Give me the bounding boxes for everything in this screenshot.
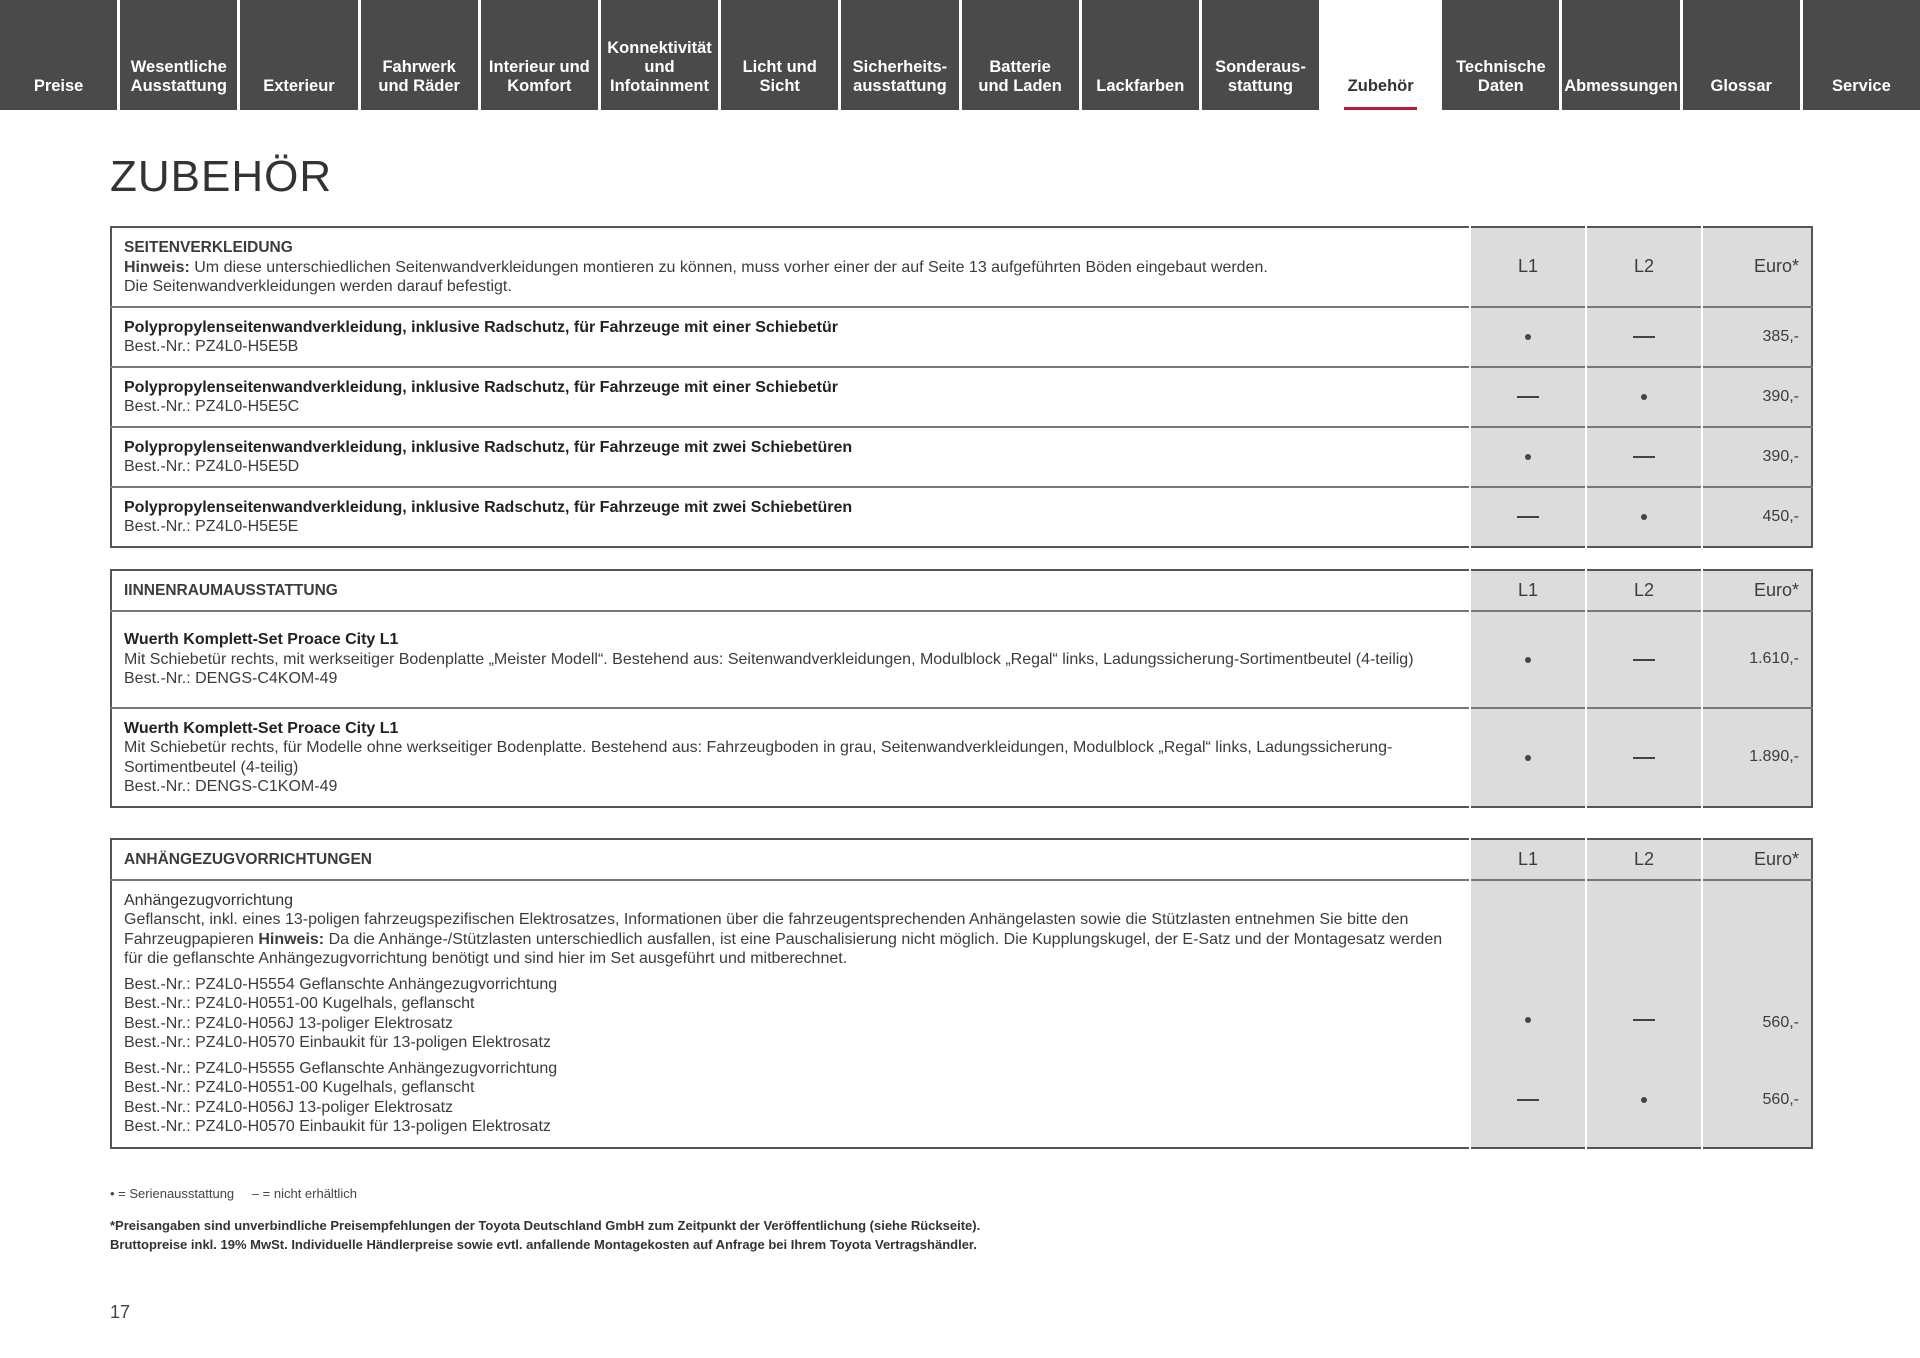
column-header-l1: L1 bbox=[1470, 839, 1586, 880]
tab-zubehoer[interactable]: Zubehör bbox=[1322, 0, 1439, 110]
order-number: Best.-Nr.: PZ4L0-H0551-00 Kugelhals, geflanscht bbox=[124, 1079, 475, 1096]
standard-dot-icon bbox=[1525, 657, 1531, 663]
table-innenraumausstattung bbox=[110, 569, 1813, 808]
availability-l1 bbox=[1470, 611, 1586, 708]
table-row bbox=[111, 367, 1812, 427]
section-tab-bar bbox=[0, 0, 1920, 110]
order-number: Best.-Nr.: PZ4L0-H0570 Einbaukit für 13-poligen Elektrosatz bbox=[124, 1118, 551, 1135]
column-header-l1: L1 bbox=[1470, 570, 1586, 611]
order-number: Best.-Nr.: PZ4L0-H5E5B bbox=[124, 338, 299, 355]
tab-exterieur[interactable]: Exterieur bbox=[240, 0, 357, 110]
unavailable-dash-icon bbox=[1517, 1099, 1539, 1101]
availability-l2 bbox=[1586, 307, 1702, 367]
availability-l2 bbox=[1586, 611, 1702, 708]
table-row bbox=[111, 611, 1812, 708]
table-header-row bbox=[111, 227, 1812, 307]
tab-service[interactable]: Service bbox=[1803, 0, 1920, 110]
order-number: Best.-Nr.: PZ4L0-H5E5D bbox=[124, 458, 300, 475]
section-title: SEITENVERKLEIDUNG bbox=[124, 239, 293, 256]
standard-dot-icon bbox=[1525, 1017, 1531, 1023]
order-number: Best.-Nr.: PZ4L0-H5E5C bbox=[124, 398, 300, 415]
availability-l2 bbox=[1586, 487, 1702, 547]
table-row bbox=[111, 1053, 1812, 1148]
availability-l2 bbox=[1586, 367, 1702, 427]
price: 385,- bbox=[1702, 307, 1812, 367]
product-name: Polypropylenseitenwandverkleidung, inklusive Radschutz, für Fahrzeuge mit einer Schiebetür bbox=[124, 378, 838, 396]
price: 1.610,- bbox=[1702, 611, 1812, 708]
standard-dot-icon bbox=[1641, 514, 1647, 520]
table-seitenverkleidung bbox=[110, 226, 1813, 548]
section-hint: Hinweis: Um diese unterschiedlichen Seitenwandverkleidungen montieren zu können, muss vorher einer der auf Seite 13 aufgeführten Böden eingebaut werden. bbox=[124, 258, 1268, 276]
legend-unavailable: – = nicht erhältlich bbox=[251, 1186, 357, 1201]
standard-dot-icon bbox=[1525, 454, 1531, 460]
section-title: IINNENRAUMAUSSTATTUNG bbox=[124, 582, 338, 599]
availability-l2 bbox=[1586, 880, 1702, 1053]
table-anhaengezugvorrichtungen bbox=[110, 838, 1813, 1149]
unavailable-dash-icon bbox=[1633, 336, 1655, 338]
tab-sicherheitsausstattung[interactable]: Sicherheits- ausstattung bbox=[841, 0, 958, 110]
product-name: Wuerth Komplett-Set Proace City L1 bbox=[124, 719, 399, 737]
standard-dot-icon bbox=[1641, 394, 1647, 400]
unavailable-dash-icon bbox=[1633, 659, 1655, 661]
column-header-l1: L1 bbox=[1470, 227, 1586, 307]
availability-l2 bbox=[1586, 1053, 1702, 1148]
column-header-euro: Euro* bbox=[1702, 839, 1812, 880]
table-row bbox=[111, 307, 1812, 367]
price: 390,- bbox=[1702, 427, 1812, 487]
section-title: ANHÄNGEZUGVORRICHTUNGEN bbox=[124, 851, 372, 868]
product-description: Mit Schiebetür rechts, für Modelle ohne werkseitiger Bodenplatte. Bestehend aus: Fahrzeugboden in grau, Seitenwandverkleidungen, Modulblock „Regal“ links, Ladungssicherung-Sortimentbeutel (4-teilig) bbox=[124, 739, 1393, 776]
table-row bbox=[111, 427, 1812, 487]
product-name: Anhängezugvorrichtung bbox=[124, 891, 294, 909]
tab-technische-daten[interactable]: Technische Daten bbox=[1442, 0, 1559, 110]
page-title: ZUBEHÖR bbox=[110, 152, 333, 201]
price: 450,- bbox=[1702, 487, 1812, 547]
unavailable-dash-icon bbox=[1517, 396, 1539, 398]
standard-dot-icon bbox=[1525, 334, 1531, 340]
order-number: Best.-Nr.: PZ4L0-H5555 Geflanschte Anhängezugvorrichtung bbox=[124, 1059, 558, 1077]
price: 390,- bbox=[1702, 367, 1812, 427]
tab-batterie[interactable]: Batterie und Laden bbox=[962, 0, 1079, 110]
tab-fahrwerk[interactable]: Fahrwerk und Räder bbox=[361, 0, 478, 110]
order-number: Best.-Nr.: PZ4L0-H056J 13-poliger Elektrosatz bbox=[124, 1014, 454, 1032]
price: 1.890,- bbox=[1702, 708, 1812, 807]
section-hint-line2: Die Seitenwandverkleidungen werden darauf befestigt. bbox=[124, 278, 512, 295]
price: 560,- bbox=[1702, 1053, 1812, 1148]
tab-glossar[interactable]: Glossar bbox=[1683, 0, 1800, 110]
column-header-euro: Euro* bbox=[1702, 570, 1812, 611]
tab-interieur[interactable]: Interieur und Komfort bbox=[481, 0, 598, 110]
table-header-row bbox=[111, 839, 1812, 880]
order-number: Best.-Nr.: PZ4L0-H5E5E bbox=[124, 518, 299, 535]
tab-preise[interactable]: Preise bbox=[0, 0, 117, 110]
product-description: Geflanscht, inkl. eines 13-poligen fahrzeugspezifischen Elektrosatzes, Informationen über die fahrzeugentsprechenden Anhängelasten sowie die Stützlasten entnehmen Sie bitte den Fahrzeugpapieren Hinweis: Da die Anhänge-/Stützlasten unterschiedlich ausfallen, ist eine Pauschalisierung nicht möglich. Die Kupplungskugel, der E-Satz und der Montagesatz werden für die geflanschte Anhängezugvorrichtung benötigt und sind hier im Set ausgeführt und mitberechnet. bbox=[124, 911, 1443, 967]
unavailable-dash-icon bbox=[1633, 1019, 1655, 1021]
unavailable-dash-icon bbox=[1517, 516, 1539, 518]
order-number: Best.-Nr.: DENGS-C4KOM-49 bbox=[124, 670, 338, 688]
standard-dot-icon bbox=[1641, 1097, 1647, 1103]
column-header-l2: L2 bbox=[1586, 839, 1702, 880]
availability-l1 bbox=[1470, 708, 1586, 807]
availability-l1 bbox=[1470, 1053, 1586, 1148]
column-header-l2: L2 bbox=[1586, 570, 1702, 611]
availability-l1 bbox=[1470, 307, 1586, 367]
order-number: Best.-Nr.: PZ4L0-H056J 13-poliger Elektrosatz bbox=[124, 1098, 454, 1116]
tab-lackfarben[interactable]: Lackfarben bbox=[1082, 0, 1199, 110]
table-header-row bbox=[111, 570, 1812, 611]
order-number: Best.-Nr.: PZ4L0-H0570 Einbaukit für 13-poligen Elektrosatz bbox=[124, 1034, 551, 1051]
table-row bbox=[111, 487, 1812, 547]
column-header-l2: L2 bbox=[1586, 227, 1702, 307]
product-name: Polypropylenseitenwandverkleidung, inklusive Radschutz, für Fahrzeuge mit zwei Schiebetüren bbox=[124, 438, 853, 456]
product-name: Wuerth Komplett-Set Proace City L1 bbox=[124, 631, 399, 649]
tab-licht-und-sicht[interactable]: Licht und Sicht bbox=[721, 0, 838, 110]
page-number: 17 bbox=[110, 1302, 131, 1322]
tab-sonderausstattung[interactable]: Sonderaus- stattung bbox=[1202, 0, 1319, 110]
availability-l2 bbox=[1586, 427, 1702, 487]
tab-konnektivitaet[interactable]: Konnektivität und Infotainment bbox=[601, 0, 718, 110]
standard-dot-icon bbox=[1525, 755, 1531, 761]
product-name: Polypropylenseitenwandverkleidung, inklusive Radschutz, für Fahrzeuge mit zwei Schiebetüren bbox=[124, 498, 853, 516]
tab-abmessungen[interactable]: Abmessungen bbox=[1562, 0, 1679, 110]
order-number: Best.-Nr.: PZ4L0-H0551-00 Kugelhals, geflanscht bbox=[124, 995, 475, 1012]
availability-l1 bbox=[1470, 427, 1586, 487]
product-description: Mit Schiebetür rechts, mit werkseitiger Bodenplatte „Meister Modell“. Bestehend aus: Seitenwandverkleidungen, Modulblock „Regal“ links, Ladungssicherung-Sortimentbeutel (4-teilig) bbox=[124, 650, 1414, 668]
legend-standard: • = Serienausstattung bbox=[110, 1186, 235, 1201]
availability-l1 bbox=[1470, 367, 1586, 427]
product-name: Polypropylenseitenwandverkleidung, inklusive Radschutz, für Fahrzeuge mit einer Schiebetür bbox=[124, 318, 838, 336]
column-header-euro: Euro* bbox=[1702, 227, 1812, 307]
order-number: Best.-Nr.: PZ4L0-H5554 Geflanschte Anhängezugvorrichtung bbox=[124, 975, 558, 993]
tab-wesentliche-ausstattung[interactable]: Wesentliche Ausstattung bbox=[120, 0, 237, 110]
price-footnote: *Preisangaben sind unverbindliche Preisempfehlungen der Toyota Deutschland GmbH zum Zeitpunkt der Veröffentlichung (siehe Rückseite). Bruttopreise inkl. 19% MwSt. Individuelle Händlerpreise sowie evtl. anfallende Montagekosten auf Anfrage bei Ihrem Toyota Vertragshändler. bbox=[110, 1218, 981, 1252]
price: 560,- bbox=[1702, 880, 1812, 1053]
unavailable-dash-icon bbox=[1633, 757, 1655, 759]
availability-l2 bbox=[1586, 708, 1702, 807]
availability-l1 bbox=[1470, 487, 1586, 547]
availability-l1 bbox=[1470, 880, 1586, 1053]
order-number: Best.-Nr.: DENGS-C1KOM-49 bbox=[124, 778, 338, 795]
table-row bbox=[111, 708, 1812, 807]
legend bbox=[110, 1186, 371, 1201]
table-row bbox=[111, 880, 1812, 1053]
unavailable-dash-icon bbox=[1633, 456, 1655, 458]
